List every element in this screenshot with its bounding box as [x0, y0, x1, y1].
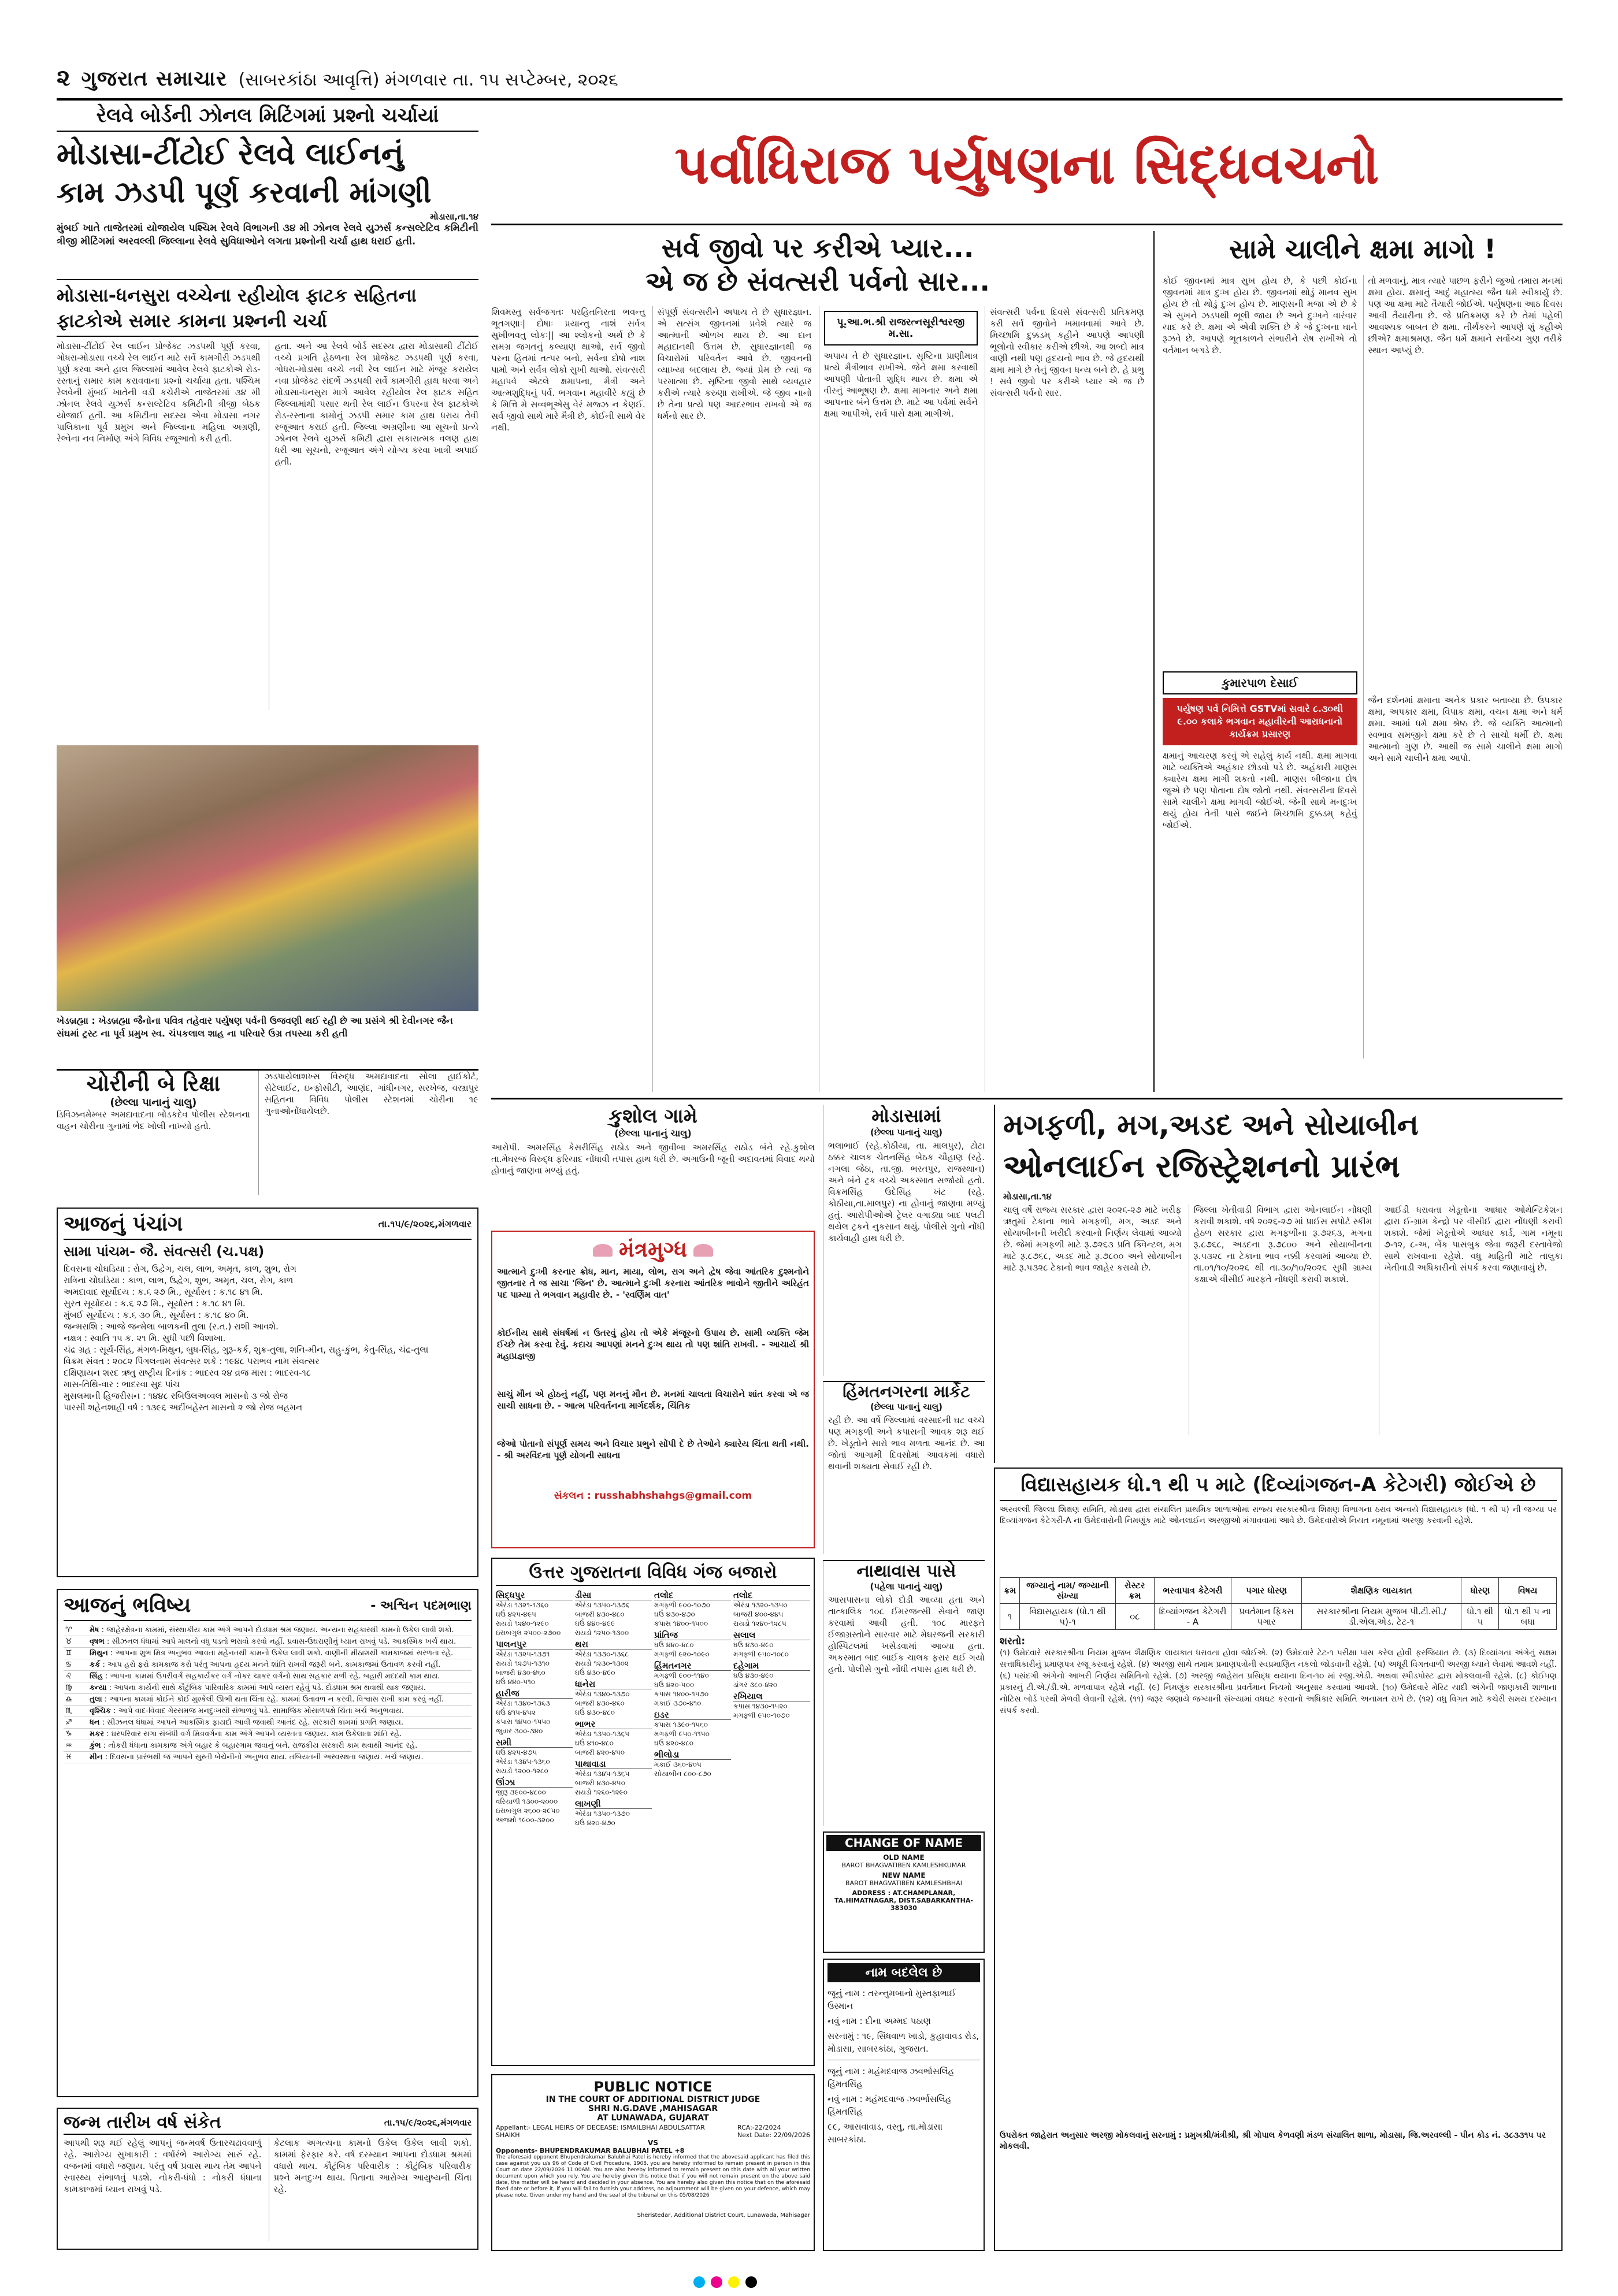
bazar-rate: ડાંગર ૩૮૦-૪૨૦ — [733, 1681, 778, 1689]
panchang-line: દક્ષિણાયન શરદ ઋતુ રાષ્ટ્રીય દિનાંક : ભાદરવ ૨૪ વ્રજ માસ : ભાદરવ-૧૮ — [64, 1368, 311, 1378]
bazar-city: હારીજ — [496, 1689, 573, 1699]
notice-body: The aforesaid opponent Bhupendrakumar Balubhai Patel is hereby informed that the abovesaid applicant has filed this case against you u/s 96 of Code of Civil Procedure, 1908. you are hereby informed to remain present in person in this Court on date 22/09/2026 11:00AM. You are also hereby informed to remain present on this date with all your written document upon which you rely. You are hereby given this notice that if you will not remain present on the above said date, the matter will be heard and decided in your absence. You are hereby also given this notice that on the aforesaid fixed date or before it, if you will fail to furnish your address, no adjournment will be given on your defence, which may please note. Given under my hand and the seal of the tribunal on this 05/08/2026 — [496, 2154, 810, 2198]
modasa-headline: મોડાસામાં — [871, 1105, 941, 1127]
panchang-line: મુસલમાની હિજરીસન : ૧૪૪૮ રબિઉલઅવ્વલ માસનો ૩ જો રોજ — [64, 1391, 288, 1401]
sign-text: આપના કાર્યની સાથે કૌટુંબિક પારિવારિક કામમાં આપે વ્યસ્ત રહેવું પડે. દોડધામ શ્રમ થવાથી થાક જણાય. — [114, 1684, 426, 1692]
theft-col-2: ઝડપાયેલાશખ્સ વિરુદ્ધ અમદાવાદના સોલા હાઈકોર્ટ, સેટેલાઈટ, ઇન્ફોસીટી, આણંદ, ગાંધીનગર, સરખેજ, વસ્ત્રાપુર સહિતના વિવિધ પોલીસ સ્ટેશનમાં ચોરીના ૧૯ ગુનાઓનોંધાયેલછે. — [258, 1071, 478, 1195]
bazar-rate: મગફળી ૯૦૦-૧૦૭૦ — [654, 1601, 710, 1609]
notice-court-3: AT LUNAWADA, GUJARAT — [597, 2113, 709, 2123]
zodiac-icon: ♈ — [64, 1625, 88, 1636]
vidya-th: વિષય — [1499, 1578, 1557, 1604]
sarva-headline-2: એ જ છે સંવત્સરી પર્વનો સાર... — [645, 266, 990, 297]
groundnut-dateline: મોડાસા,તા.૧૪ — [1003, 1191, 1052, 1202]
zodiac-icon: ♒ — [64, 1740, 88, 1752]
bazar-rate: મગફળી ૯૦૦-૧૧૪૦ — [654, 1671, 709, 1680]
vidya-title: વિદ્યાસહાયક ધો.૧ થી ૫ માટે (દિવ્યાંગજન-A કેટેગરી) જોઈએ છે — [1000, 1473, 1557, 1501]
bazar-rate: એરંડા ૧૩૨૦-૧૩૫૦ — [733, 1601, 788, 1609]
bazar-city: સિદ્ધપુર — [496, 1591, 573, 1600]
panchang-line: ચંદ્ર ગ્રહ : સૂર્ય-સિંહ, મંગળ-મિથુન, બુધ-સિંહ, ગુરૂ-કર્ક, શુક્ર-તુલા, શનિ-મીન, રાહુ-કુંભ, કેતુ-સિંહ, ચંદ્ર-તુલા — [64, 1344, 429, 1355]
panchang-line: સુરત સૂર્યોદય : ક.૬ ૨૭ મિ., સૂર્યાસ્ત : ક.૧૮ ૪૧ મિ. — [64, 1298, 246, 1309]
rail-col-1: મોડાસા-ટીંટોઈ રેલ લાઈન પ્રોજેક્ટ ઝડપથી પૂર્ણ કરવા, ગોધરા-મોડાસા વચ્ચે રેલ લાઈન માટે સર્વે કામગીરી ઝડપથી પૂર્ણ કરવા અને હાલ જિલ્લામાં આવેલ રેલવે ફાટકોએ રોડ-રસ્તાનું સમાર કામ કરાવવાના પ્રશ્નો ચર્ચાયા હતા. પશ્ચિમ રેલવેની મુંબઈ ખાતેની વડી કચેરીએ તાજેતરમાં ૩૪ મી ઝોનલ રેલવે યુઝર્સ કન્સલ્ટેટિવ કમિટીની ત્રીજી બેઠક યોજાઈ હતી. આ કમિટીના સદસ્ય એવા મોડાસા નગર પાલિકાના પૂર્વ પ્રમુખ અને જિલ્લાના મહિલા અગ્રણી, રેલ્વેના નવ નિર્માણ અંગે વિવિધ રજૂઆતો કરી હતી. — [57, 341, 261, 444]
panchang-line: રાત્રિના ચોઘડિયા : કાળ, લાભ, ઉદ્વેગ, શુભ, અમૃત, ચલ, રોગ, કાળ — [64, 1275, 294, 1286]
vidya-td: ધો.૧ થી ૫ — [1461, 1604, 1499, 1630]
bazar-rate: બાજરી ૪૩૦-૪૬૦ — [496, 1669, 545, 1677]
mantra-contact: સંકલન : russhabhshahgs@gmail.com — [554, 1490, 752, 1502]
vidya-intro: અરવલ્લી જિલ્લા શિક્ષણ સમિતિ, મોડાસા દ્વારા સંચાલિત પ્રાથમિક શાળાઓમાં રાજ્ય સરકારશ્રીના શિક્ષણ વિભાગના ઠરાવ અન્વયે વિદ્યાસહાયક (ધો. ૧ થી ૫) ની જગ્યા પર દિવ્યાંગજન કેટેગરી-A ના ઉમેદવારોની નિમણૂંક માટે ઓનલાઈન અરજીઓ મંગાવવામાં આવે છે. ઉમેદવારોએ નિયત નમૂનામાં અરજી કરવાની રહેશે. — [1000, 1505, 1557, 1525]
panchang-line: વિક્રમ સંવત : ૨૦૮૨ પિંગલનામ સંવત્સર શકે : ૧૯૪૮ પરાભવ નામ સંવત્સર — [64, 1356, 320, 1366]
vidya-terms-title: શરતો: — [1000, 1636, 1026, 1647]
bazar-rate: ઘઉં ૪૨૦-૫૦૦ — [654, 1681, 695, 1689]
notice-court-1: IN THE COURT OF ADDITIONAL DISTRICT JUDGE — [545, 2095, 760, 2104]
bazar-rate: રાયડો ૧૨૬૦-૧૨૯૦ — [575, 1788, 628, 1796]
sarva-author: પૂ.આ.ભ.શ્રી રાજરત્નસૂરીશ્વરજી મ.સા. — [824, 311, 978, 345]
theft-headline: ચોરીની બે રિક્ષા — [86, 1071, 221, 1096]
color-registration-marks — [693, 2276, 925, 2290]
mantra-quote: આત્માને દુઃખી કરનાર ક્રોધ, માન, માયા, લોભ, રાગ અને દ્વેષ જેવા આંતરિક દુશ્મનોને જીતનાર તે જ સાચા 'જિન' છે. આત્માને દુઃખી કરનારા આંતરિક ભાવોને જીતીને અરિહંત પદ પામ્યા તે ભગવાન મહાવીર છે. - 'સ્વર્ણિમ વાત' — [497, 1266, 809, 1300]
sarva-col-3: અપાય તે છે સુધારજ્ઞાન. સૃષ્ટિના પ્રાણીમાત્ર પ્રત્યે મૈત્રીભાવ રાખીએ. જેને ક્ષમા કરવાથી આપણી પોતાની શુદ્ધિ થાય છે. ક્ષમા એ વીરનું આભૂષણ છે. ક્ષમા માગનાર અને ક્ષમા આપનાર બંને ઉત્તમ છે. માટે આ પર્વમાં સર્વને ક્ષમા આપીએ, સર્વ પાસે ક્ષમા માગીએ. — [823, 351, 978, 419]
kushol-text: આરોપી. અમરસિંહ કેસરીસિંહ રાઠોડ અને જીવીબા અમરસિંહ રાઠોડ બંને રહે.કુશોલ તા.મેઘરજ વિરુદ્ધ ફરિયાદ નોંધાવી તપાસ હાથ ધરી છે. અગાઉની જૂની અદાવતમાં વિવાદ થયો હોવાનું જાણવા મળ્યું હતું. — [491, 1142, 815, 1176]
vidya-th: જગ્યાનું નામ/ જગ્યાની સંખ્યા — [1020, 1578, 1116, 1604]
kushol-headline: કુશોલ ગામે — [608, 1105, 697, 1128]
lotus-icon — [693, 1244, 713, 1257]
masthead-rule — [57, 98, 1563, 101]
bazar-rate: કપાસ ૧૪૩૦-૧૫૨૦ — [733, 1702, 788, 1710]
notice-appellant: Appellant:- LEGAL HEIRS OF DECEASE: ISMAILBHAI ABDULSATTAR SHAIKH — [496, 2124, 705, 2139]
sign-name: તુલા — [90, 1695, 102, 1704]
bazar-rate: એરંડા ૧૩૨૫-૧૩૭૧ — [496, 1650, 550, 1658]
kshama-headline: સામે ચાલીને ક્ષમા માગો ! — [1229, 233, 1497, 265]
bazar-column — [496, 1588, 573, 1827]
birthday-col-2: કેટલાક અગત્યના કામનો ઉકેલ ઉકેલ લાવી શકો. કામમાં ફેરફાર કરે. વર્ષ દરમ્યાન આપના દોડધામ શ્રમમાં વધારો થાય. કૌટુંબિક પરિવારીક : કૌટુંબિક પરિવારીક પ્રશ્ને મનદુઃખ થાય. પિતાના આરોગ્ય આયુષ્યની ચિંતા રહે. — [269, 2137, 472, 2241]
bazar-rate: કપાસ ૧૪૫૦-૧૫૫૦ — [496, 1718, 551, 1726]
paryushan-photo — [57, 745, 478, 1011]
bazar-city: ભાભર — [575, 1719, 652, 1729]
zodiac-icon: ♑ — [64, 1729, 88, 1740]
vidya-th: શૈક્ષણિક લાયકાત — [1301, 1578, 1461, 1604]
birthday-col-1: આપથી શરૂ થઈ રહેલું આપનું જન્મવર્ષ ઉતારચઢાવવાળું રહે. આરોગ્ય સુખાકારી : વર્ષારંભે આરોગ્ય સારું રહે. વજનમાં વધારો જણાય. પરંતુ વર્ષ પ્રવાસ થાય તેમ આપને સ્વાસ્થ્ય સંભાળવું પડશે. નોકરી-ધંધો : નોકરી ધંધાના કામકાજમાં ધ્યાન રાખવું પડે. — [64, 2138, 262, 2194]
bazar-rate: ઇસબગુલ ૨૬૦૦-૨૯૫૦ — [496, 1807, 560, 1815]
bazar-rate: એરંડા ૧૩૪૫-૧૩૬૦ — [496, 1758, 550, 1766]
change-of-name — [823, 1831, 985, 1953]
photo-caption: ખેડબ્રહ્મા : ખેડબ્રહ્મા જૈનોના પવિત્ર તહેવાર પર્યુષણ પર્વની ઉજવણી થઈ રહી છે આ પ્રસંગે શ્રી દેવીનગર જૈન સંઘમાં ટ્રસ્ટ ના પૂર્વ પ્રમુખ સ્વ. ચંપકલાલ શાહ ના પરિવારે ઉગ્ર તપસ્યા કરી હતી — [57, 1015, 453, 1039]
bazar-city: પ્રાંતિજ — [654, 1630, 731, 1640]
bazar-column — [654, 1588, 731, 1827]
rail-dateline: મોડાસા,તા.૧૪ — [430, 211, 478, 222]
bazar-rate: ઘઉં ૪૪૦-૪૮૦ — [654, 1641, 694, 1649]
rail-headline-2: કામ ઝડપી પૂર્ણ કરવાની માંગણી — [57, 176, 432, 209]
naam-entry: ૯૯, આસવાવાડ, વસ્તુ, તા.મોડાસા સાબરકાંઠા. — [827, 2122, 943, 2145]
nathavas-cont: (પહેલા પાનાનું ચાલુ) — [870, 1581, 943, 1592]
bazar-rate: મકાઈ ૩૬૦-૪૦૫ — [654, 1760, 702, 1769]
horoscope-author: - અશ્વિન પદમભાણ — [370, 1598, 472, 1613]
sarva-col-2: સંપૂર્ણ સંવત્સરીને અપાય તે છે સુધારજ્ઞાન. એ સત્સંગ જીવનમાં પ્રવેશે ત્યારે જ આત્માની ઓળખ થાય છે. આ દાન મહાદાનથી ઉત્તમ છે. સુધારજ્ઞાનથી જ વિચારોમાં પરિવર્તન આવે છે. જીવનની વ્યાખ્યા બદલાય છે. જ્યાં પ્રેમ છે ત્યાં જ પરમાત્મા છે. સૃષ્ટિના જીવો સાથે વ્યવહાર કરીએ ત્યારે કરુણા રાખીએ. જે જીવ નાનો છે તેના પ્રત્યે પણ આદરભાવ રાખવો એ જ ધર્મનો સાર છે. — [652, 306, 812, 1092]
mantra-quote: સાચું મૌન એ હોઠનું નહીં, પણ મનનું મૌન છે. મનમાં ચાલતા વિચારોને શાંત કરવા એ જ સાચી સાધના છે. - આત્મ પરિવર્તનના માર્ગદર્શક, ચિંતિક — [497, 1389, 809, 1411]
bazar-rate: ઘઉં ૪૩૦-૪૯૦ — [733, 1641, 774, 1649]
panchang-line: પારસી શહેનશાહી વર્ષ : ૧૩૯૬ અર્દીબહેસ્ત માસનો ૨ જો રોજ બહમન — [64, 1402, 303, 1413]
horoscope-box — [57, 1589, 478, 2097]
bazar-rate: ઘઉં ૪૧૫-૪૫૨ — [496, 1708, 536, 1717]
sign-name: મિથુન — [90, 1649, 108, 1658]
banner-title: પર્વાધિરાજ પર્યુષણના સિદ્ધવચનો — [674, 133, 1379, 196]
panchang-lines — [64, 1263, 472, 1413]
sign-text: આપના કામમાં કોઈને કોઈ મુશ્કેલી ઊભી થતા ચિંતા રહે. કામમાં ઉતાવળ ન કરવી. વિશ્વાસ રાખી કામ કરવું નહીં. — [109, 1695, 444, 1704]
bazar-rate: એરંડા ૧૩૪૦-૧૩૭૦ — [575, 1690, 630, 1698]
vidya-td: પ્રવર્તમાન ફિક્સ પગાર — [1231, 1604, 1302, 1630]
naam-entry: જૂનું નામ : મહંમદવાજ ઝવર્ભાસલિંહ હિંમતસિંહ — [827, 2066, 955, 2089]
panchang-line: દિવસના ચોઘડિયા : રોગ, ઉદ્વેગ, ચલ, લાભ, અમૃત, કાળ, શુભ, રોગ — [64, 1264, 297, 1274]
vidya-td: દિવ્યાંગજન કેટેગરી - A — [1154, 1604, 1231, 1630]
bazar-rate: એરંડા ૧૩૨૧-૧૩૬૦ — [496, 1601, 549, 1609]
panchang-line: અમદાવાદ સૂર્યોદય : ક.૬ ૨૭ મિ., સૂર્યાસ્ત : ક.૧૮ ૪૧ મિ. — [64, 1287, 263, 1297]
bazar-rate: ઘઉં ૪૩૦-૪૯૦ — [733, 1671, 774, 1680]
page-number: ૨ — [57, 65, 70, 91]
groundnut-col-2: જિલ્લા ખેતીવાડી વિભાગ દ્વારા ઓનલાઈન નોંધણી કરાવી શકાશે. વર્ષ ૨૦૨૬-૨૭ માં પ્રાઈસ સપોર્ટ સ્કીમ હેઠળ સરકાર દ્વારા મગફળીના રૂ.૭૨૬૩, મગના રૂ.૮૭૬૮, અડદના રૂ.૭૮૦૦ અને સોયાબીનના રૂ.૫૩૨૮ ના ટેકાના ભાવ નક્કી કરવામાં આવ્યા છે. તા.૦૧/૧૦/૨૦૨૬ થી તા.૩૦/૧૦/૨૦૨૬ સુધી ગ્રામ્ય કક્ષાએ વીસીઈ મારફતે નોંધણી કરાવી શકાશે. — [1189, 1204, 1372, 1435]
bazar-city: ઊંઝા — [496, 1778, 573, 1788]
kushol-story — [491, 1105, 815, 1226]
panchang-tithi: સામા પાંચમ- જૈ. સંવત્સરી (ચ.પક્ષ) — [64, 1243, 265, 1260]
bazar-city: હિંમતનગર — [654, 1661, 731, 1671]
zodiac-icon: ♎ — [64, 1694, 88, 1706]
horoscope-title: આજનું ભવિષ્ય — [64, 1593, 191, 1617]
new-name-label: NEW NAME — [882, 1871, 926, 1879]
edition-date: (સાબરકાંઠા આવૃત્તિ) મંગળવાર તા. ૧૫ સપ્ટેમ્બર, ૨૦૨૬ — [238, 70, 618, 90]
mantra-box — [491, 1231, 815, 1548]
vidya-td: ધો.૧ થી ૫ ના બધા — [1499, 1604, 1557, 1630]
zodiac-icon: ♍ — [64, 1682, 88, 1694]
notice-vs: VS — [648, 2139, 658, 2147]
vidya-td: સરકારશ્રીના નિયમ મુજબ પી.ટી.સી./ ડી.એલ.એડ. ટેટ-૧ — [1301, 1604, 1461, 1630]
sign-row: ♓ મીન : દિવસના પ્રારંભથી જ આપને સુસ્તી બેચેનીનો અનુભવ થાય. તબિયતની અસ્વસ્થતા જણાય. ખર્ચ જણાય. — [64, 1752, 472, 1763]
panchang-box — [57, 1208, 478, 1577]
bazar-rate: ઘઉં ૪૨૫-૪૭૫ — [496, 1748, 537, 1756]
notice-court-2: SHRI N.G.DAVE ,MAHISAGAR — [588, 2104, 718, 2113]
bazar-rate: એરંડા ૧૩૫૦-૧૩૭૬ — [575, 1601, 630, 1609]
bazar-rate: રાયડો ૧૨૫૦-૧૩૦૦ — [575, 1629, 629, 1637]
sign-name: વૃશ્ચિક — [90, 1707, 111, 1715]
vidya-th: રોસ્ટર ક્રમ — [1115, 1578, 1154, 1604]
sign-name: મકર — [90, 1730, 105, 1738]
bazar-title: ઉત્તર ગુજરાતના વિવિધ ગંજ બજારો — [496, 1562, 810, 1586]
himmatnagar-story — [823, 1381, 985, 1554]
rail-col-2: હતા. અને આ રેલવે બોર્ડ સદસ્ય દ્વારા મોડાસાથી ટીંટોઈ વચ્ચે પ્રગતિ હેઠળના રેલ પ્રોજેક્ટ ઝડપથી પૂર્ણ કરવા, ગોધરા-મોડાસા વચ્ચે નવી રેલ લાઈન માટે મંજૂર કરાયેલ નવા પ્રોજેક્ટ સંદર્ભે ઝડપથી સર્વે કામગીરી હાથ ધરવા અને મોડાસા-ધનસુરા માર્ગે આવેલ રહીયોલ રેલ ફાટક સહિત જિલ્લામાંથી પસાર થતી રેલ લાઈન ઉપરના રેલ ફાટકોએ રોડ-રસ્તાના કામોનું ઝડપી સમાર કામ હાથ ધરાય તેવી રજૂઆત કરાઈ હતી. જિલ્લા અગ્રણીના આ સૂચનો પ્રત્યે ઝોનલ રેલવે યુઝર્સ કમિટી દ્વારા સકારાત્મક વલણ હાથ ધરી આ સૂચનો, રજૂઆત અંગે યોગ્ય કરવા ખાત્રી અપાઈ હતી. — [269, 340, 479, 710]
horoscope-list — [64, 1625, 472, 1763]
naam-entry: નવું નામ : દીના અમ્મદ પઠાણ — [827, 2016, 931, 2026]
sign-text: આપ હરો ફરો કામકાજ કરો પરંતુ આપના હૃદય મનને શાંતિ રાખવી જરૂરી બને. કામકાજમાં ઉતાવળ કરવી નહીં. — [107, 1660, 441, 1669]
bazar-rate: સોયાબીન ૮૦૦-૮૭૦ — [654, 1770, 711, 1778]
rail-lead: મુંબઈ ખાતે તાજેતરમાં યોજાયેલ પશ્ચિમ રેલવે વિભાગની ૩૪ મી ઝોનલ રેલવે યુઝર્સ કન્સલ્ટેટિવ કમિટીની ત્રીજી મીટિંગમાં અરવલ્લી જિલ્લાના રેલવે સુવિધાઓને લગતા પ્રશ્નોની ચર્ચા હાથ ધરાઈ હતી. — [57, 222, 478, 247]
theft-story — [57, 1069, 478, 1202]
bazar-rate: મકાઈ ૩૭૦-૪૧૦ — [654, 1699, 702, 1707]
bazar-rate: મગફળી ૯૫૦-૧૧૫૦ — [654, 1730, 710, 1738]
notice-date: Next Date: 22/09/2026 — [737, 2131, 810, 2139]
modasa-cont: (છેલ્લા પાનાનું ચાલુ) — [870, 1127, 943, 1138]
notice-title: PUBLIC NOTICE — [593, 2079, 712, 2095]
bazar-city: ઇડર — [654, 1710, 731, 1720]
bazar-rate: અજમો ૧૯૦૦-૩૨૦૦ — [496, 1816, 554, 1824]
birthday-box — [57, 2108, 478, 2250]
sign-row: ♊ મિથુન : આપના શુભ મિત્ર અનુભવ આવતા મહેનતથી કામનો ઉકેલ લાવી શકો. વાણીની મીઠાશથી કામકાજમાં સરળતા રહે. — [64, 1648, 472, 1659]
change-title: CHANGE OF NAME — [826, 1835, 981, 1851]
panchang-title: આજનું પંચાંગ — [64, 1212, 183, 1236]
sign-name: મીન — [90, 1753, 103, 1762]
vidya-th: ભરવાપાત્ર કેટેગરી — [1154, 1578, 1231, 1604]
bazar-rate: બાજરી ૪૩૦-૪૮૦ — [575, 1610, 625, 1618]
vidya-td: ૧ — [1000, 1604, 1020, 1630]
section-rule — [491, 1098, 1563, 1099]
sign-row: ♎ તુલા : આપના કામમાં કોઈને કોઈ મુશ્કેલી ઊભી થતા ચિંતા રહે. કામમાં ઉતાવળ ન કરવી. વિશ્વાસ રાખી કામ કરવું નહીં. — [64, 1694, 472, 1706]
bazar-city: લાખણી — [575, 1799, 652, 1809]
bazar-city: ધાનેરા — [575, 1680, 652, 1689]
old-name-label: OLD NAME — [883, 1853, 925, 1862]
bazar-column — [733, 1588, 810, 1827]
himmatnagar-headline: હિંમતનગરના માર્કેટ — [843, 1382, 970, 1401]
rail-story — [57, 104, 478, 797]
bazar-column — [575, 1588, 652, 1827]
masthead — [57, 65, 895, 95]
kshama-col-2: તો મળવાનું. માત્ર ત્યારે પાછળ ફરીને જુઓ તમારા મનમાં ક્ષમા હોય. ક્ષમાનું આદું મહાત્મ્ય જૈન ધર્મ સ્વીકાર્યું છે. પણ આ ક્ષમા માટે તૈયારી જોઈએ. પર્યુષણના આઠ દિવસ આવી તૈયારીના છે. જે પ્રતિક્રમણ કરે છે તેમાં પહેલી આવશ્યક બાબત છે ક્ષમા. તીર્થંકરને આપણે શું કહીએ છીએ? ક્ષમાશ્રમણ. જૈન ધર્મે ક્ષમાને સર્વોચ્ચ ગુણ તરીકે સ્થાન આપ્યું છે. — [1368, 276, 1563, 355]
rail-kicker: રેલવે બોર્ડની ઝોનલ મિટિંગમાં પ્રશ્નો ચર્ચાયાં — [57, 104, 478, 132]
bazar-rate: એરંડા ૧૩૩૦-૧૩૬૮ — [575, 1650, 629, 1658]
bazar-rate: રાયડો ૧૨૦૦-૧૨૮૦ — [496, 1767, 548, 1775]
sign-row: ♍ કન્યા : આપના કાર્યની સાથે કૌટુંબિક પારિવારિક કામમાં આપે વ્યસ્ત રહેવું પડે. દોડધામ શ્રમ થવાથી થાક જણાય. — [64, 1682, 472, 1694]
rail-subhead: મોડાસા-ધનસુરા વચ્ચેના રહીયોલ ફાટક સહિતના ફાટકોએ સમાર કામના પ્રશ્નની ચર્ચા — [57, 279, 478, 337]
sign-text: આપના કામમાં ઉપરીવર્ગ સહકાર્યકર વર્ગ નોકર ચાકર વર્ગનો સાથ સહકાર મળી રહે. બહારી મદદથી કામ થાય. — [110, 1672, 440, 1681]
panchang-line: મુંબઈ સૂર્યોદય : ક.૬ ૩૦ મિ., સૂર્યાસ્ત : ક.૧૮ ૪૦ મિ. — [64, 1310, 249, 1320]
sign-name: વૃષભ — [90, 1637, 105, 1646]
bazar-rate: ઘઉં ૪૨૦-૪૮૦ — [654, 1739, 694, 1747]
bazar-rate: ઘઉં ૪૪૦-૪૯૯ — [575, 1619, 615, 1628]
naam-entry: જૂનું નામ : તરન્નુમબાનો મુસ્તફાભાઈ ઉસ્માન — [827, 1988, 956, 2011]
naam-entry: સરનામું : ૧૯, સિંધવાળ ખાડો, કુહાવાવડ રોડ, મોડાસા, સાબરકાંઠા, ગુજરાત. — [827, 2031, 979, 2054]
zodiac-icon: ♓ — [64, 1752, 88, 1763]
theft-col-1: ડિવિઝનમેમ્બર અમદાવાદના બોડકદેવ પોલીસ સ્ટેશનના વાહન ચોરીના ગુનામાં ભેદ ખોલી નાખ્યો હતો. — [57, 1109, 250, 1131]
sarva-col-1: શિવમસ્તુ સર્વજગતઃ પરહિતનિરતા ભવન્તુ ભૂતગણાઃ| દોષાઃ પ્રયાન્તુ નાશં સર્વત્ર સુખીભવતુ લોકઃ|| આ શ્લોકનો અર્થ છે કે સમગ્ર જગતનું કલ્યાણ થાઓ, સર્વ જીવો પરના હિતમાં તત્પર બનો, સર્વના દોષો નાશ પામો અને સર્વત્ર લોકો સુખી થાઓ. સંવત્સરી મહાપર્વ એટલે ક્ષમાપના, મૈત્રી અને આત્મશુદ્ધિનું પર્વ. ભગવાન મહાવીરે કહ્યું છે કે મિત્તિ મે સવ્વભૂએસુ વેરં મજ્ઝ ન કેણઈ. સર્વ જીવો સાથે મારે મૈત્રી છે, કોઈની સાથે વેર નથી. — [491, 307, 645, 433]
bazar-rate: ઘઉં ૪૪૦-૫૧૦ — [496, 1678, 536, 1686]
change-address: ADDRESS : AT.CHAMPLANAR, TA.HIMATNAGAR, DIST.SABARKANTHA-383030 — [834, 1889, 973, 1912]
birthday-date: તા.૧૫/૯/૨૦૨૬,મંગળવાર — [384, 2117, 472, 2128]
mantra-quote: કોઈનીય સાથે સંઘર્ષમાં ન ઉતરવું હોય તો એકે મંજૂરનો ઉપાય છે. સામી વ્યક્તિ જેમ ઈચ્છે તેમ કરવા દેવું. કદાચ આપણાં મનને દુઃખ થાય તો પણ શાંતિ રાખવી. - આચાર્ય શ્રી મહાપ્રજ્ઞજી — [497, 1328, 809, 1361]
zodiac-icon: ♐ — [64, 1717, 88, 1729]
lotus-icon — [593, 1244, 613, 1257]
bazar-rate: એરંડા ૧૩૫૦-૧૩૬૫ — [575, 1730, 629, 1738]
sign-row: ♈ મેષ : જાહેરક્ષેત્રના કામમાં, સંસ્થાકીય કામ અંગે આપને દોડધામ શ્રમ જણાય. અન્યના સહકારથી કામનો ઉકેલ લાવી શકો. — [64, 1625, 472, 1636]
vidya-td: ૦૮ — [1115, 1604, 1154, 1630]
notice-case-no: RCA:-22/2024 — [737, 2124, 781, 2131]
zodiac-icon: ♋ — [64, 1659, 88, 1671]
bazar-rate: કપાસ ૧૪૦૦-૧૫૦૦ — [654, 1619, 708, 1628]
public-notice — [491, 2074, 815, 2251]
notice-opponent: Opponents- BHUPENDRAKUMAR BALUBHAI PATEL +8 — [496, 2147, 685, 2154]
panchang-line: નક્ષત્ર : સ્વાતિ ૧૫ ક. ૨૧ મિ. સુધી પછી વિશાખા. — [64, 1333, 226, 1343]
vidya-td: વિદ્યાસહાયક (ધો.૧ થી ૫)-૧ — [1020, 1604, 1116, 1630]
theft-cont: (છેલ્લા પાનાનું ચાલુ) — [110, 1097, 197, 1109]
bazar-city: પાથાવાડા — [575, 1759, 652, 1769]
bazar-rate: બાજરી ૪૦૦-૪૪૫ — [733, 1610, 784, 1618]
groundnut-story — [994, 1105, 1563, 1463]
kushol-cont: (છેલ્લા પાનાનું ચાલુ) — [614, 1128, 692, 1139]
sign-text: આપના શુભ મિત્ર અનુભવ આવતા મહેનતથી કામનો ઉકેલ લાવી શકો. વાણીની મીઠાશથી કામકાજમાં સરળતા રહે. — [115, 1649, 454, 1658]
bazar-city: થરા — [575, 1640, 652, 1649]
mantra-quote: જેઓ પોતાનો સંપૂર્ણ સમય અને વિચાર પ્રભુને સોંપી દે છે તેઓને ક્યારેય ચિંતા થતી નથી. - શ્રી અરવિંદના પૂર્ણ યોગની સાધના — [497, 1439, 809, 1461]
bazar-rate: રાયડો ૧૨૭૫-૧૩૧૦ — [496, 1659, 550, 1667]
mantra-title: મંત્રમુગ્ધ — [618, 1236, 688, 1262]
sign-name: ધન — [90, 1718, 100, 1727]
zodiac-icon: ♊ — [64, 1648, 88, 1659]
groundnut-col-3: આઈડી ધરાવતા ખેડૂતોના આધાર ઓથેન્ટિકેશન દ્વારા ઈ-ગ્રામ કેન્દ્રો પર વીસીઈ દ્વારા નોંધણી કરાવી શકાશે. જેમાં ખેડૂતોએ આધાર કાર્ડ, ગામ નમૂના ૭-૧૨, ૮-અ, બેંક પાસબુક જેવા જરૂરી દસ્તાવેજો સાથે રાખવાના રહેશે. વધુ માહિતી માટે તાલુકા ખેતીવાડી અધિકારીનો સંપર્ક કરવા જણાવાયું છે. — [1379, 1204, 1563, 1435]
panchang-line: જન્મરાશિ : આજે જન્મેલા બાળકની તુલા (ર.ત.) રાશી આવશે. — [64, 1321, 279, 1332]
naam-badlav — [823, 1959, 985, 2251]
bazar-rate: ઘઉં ૪૩૦-૪૯૦ — [575, 1669, 615, 1677]
himmatnagar-cont: (છેલ્લા પાનાનું ચાલુ) — [870, 1402, 943, 1412]
sign-row: ♐ ધન : સીઝનલ ધંધામાં આપને આકસ્મિક ફાયદો આવી જવાથી આનંદ રહે. સરકારી કામમાં પ્રગતિ જણાય. — [64, 1717, 472, 1729]
sign-name: કર્ક — [90, 1660, 101, 1669]
zodiac-icon: ♉ — [64, 1636, 88, 1648]
vidya-footer: ઉપરોક્ત જાહેરાત અનુસાર અરજી મોકલવાનું સરનામું : પ્રમુખશ્રી/મંત્રીશ્રી, શ્રી ગોપાલ કેળવણી મંડળ સંચાલિત શાળા, મોડાસા, જિ.અરવલ્લી - પીન કોડ નં. ૩૮૩૩૧૫ પર મોકલવી. — [1000, 2131, 1546, 2151]
sign-text: આપે વાદ-વિવાદ ગેરસમજ મનદુઃખથી સંભાળવું પડે. સામાજિક મોસાળપક્ષે ચિંતા ખર્ચ અનુભવાય. — [118, 1707, 404, 1715]
bazar-rate: કપાસ ૧૩૯૦-૧૫૬૦ — [654, 1721, 708, 1729]
groundnut-col-1: ચાલુ વર્ષે રાજ્ય સરકાર દ્વારા ૨૦૨૬-૨૭ માટે ખરીફ ઋતુમાં ટેકાના ભાવે મગફળી, મગ, અડદ અને સોયાબીનની ખરીદી કરવાનો નિર્ણય લેવામાં આવ્યો છે. જેમાં મગફળી માટે રૂ.૭૨૬૩ પ્રતિ ક્વિન્ટલ, મગ માટે રૂ.૮૭૬૮, અડદ માટે રૂ.૭૮૦૦ અને સોયાબીન માટે રૂ.૫૩૨૮ ટેકાનો ભાવ જાહેર કરાયો છે. — [1003, 1205, 1182, 1273]
vidya-row — [1000, 1604, 1557, 1630]
vidya-th: પગાર ધોરણ — [1231, 1578, 1302, 1604]
sign-text: જાહેરક્ષેત્રના કામમાં, સંસ્થાકીય કામ અંગે આપને દોડધામ શ્રમ જણાય. અન્યના સહકારથી કામનો ઉકેલ લાવી શકો. — [106, 1626, 454, 1634]
naam-title: નામ બદલેલ છે — [827, 1963, 980, 1982]
vidya-terms: (૧) ઉમેદવારે સરકારશ્રીના નિયમ મુજબ શૈક્ષણિક લાયકાત ધરાવતા હોવા જોઈએ. (૨) ઉમેદવારે ટેટ-૧ પરીક્ષા પાસ કરેલ હોવી ફરજિયાત છે. (૩) દિવ્યાંગતા અંગેનું સક્ષમ સત્તાધિકારીનું પ્રમાણપત્ર રજૂ કરવાનું રહેશે. (૪) અરજી સાથે તમામ પ્રમાણપત્રોની સ્વપ્રમાણિત નકલો જોડવાની રહેશે. (૫) અધૂરી વિગતવાળી અરજી ધ્યાને લેવામાં આવશે નહીં. (૬) પસંદગી અંગેનો આખરી નિર્ણય સમિતિનો રહેશે. (૭) અરજી જાહેરાત પ્રસિદ્ધ થયાના દિન-૧૦ માં રજી.એડી. અથવા સ્પીડપોસ્ટ દ્વારા મોકલવાની રહેશે. (૮) કોઈપણ પ્રકારનું ટી.એ./ડી.એ. મળવાપાત્ર રહેશે નહીં. (૯) નિમણૂંક સરકારશ્રીના પ્રવર્તમાન નિયમો અનુસાર કરવામાં આવશે. (૧૦) ઉમેદવારે મેરિટ યાદી અંગેની જાણકારી શાળાના નોટિસ બોર્ડ પરથી મેળવી લેવાની રહેશે. (૧૧) જરૂર જણાયે જગ્યાની સંખ્યામાં વધઘટ કરવાનો અધિકાર સમિતિ અનામત રાખે છે. (૧૨) વધુ વિગત માટે કચેરી સમય દરમ્યાન સંપર્ક કરવો. — [1000, 1648, 1557, 1715]
bazar-city: તલોદ — [733, 1591, 810, 1600]
bazar-rate: ઘઉં ૪૩૦-૪૭૦ — [654, 1610, 695, 1618]
sign-name: સિંહ — [90, 1672, 103, 1681]
vidya-th: ધોરણ — [1461, 1578, 1499, 1604]
bazar-rate: રાયડો ૧૨૪૦-૧૨૯૦ — [496, 1619, 549, 1628]
bazar-city: પાલનપુર — [496, 1640, 573, 1649]
panchang-date: તા.૧૫/૯/૨૦૨૬,મંગળવાર — [378, 1218, 472, 1229]
notice-signer: Sheristedar, Additional District Court, Lunawada, Mahisagar — [637, 2212, 810, 2219]
sign-text: ઘરપરિવાર સગા સંબંધી વર્ગ મિત્રવર્ગના કામ અંગે આપને વ્યસ્તતા જણાય. કામ ઉકેલાતા શાંતિ રહે. — [111, 1730, 402, 1738]
sign-name: કુંભ — [90, 1741, 101, 1750]
zodiac-icon: ♌ — [64, 1671, 88, 1682]
bazar-rate: મગફળી ૯૫૦-૧૦૭૦ — [733, 1711, 790, 1719]
gstv-notice: પર્યુષણ પર્વ નિમિત્તે GSTVમાં સવારે ૮.૩૦થી ૯.૦૦ કલાકે ભગવાન મહાવીરની આરાધનાનો કાર્યક્રમ પ્રસારણ — [1163, 698, 1357, 745]
bazar-rate: બાજરી ૪૨૦-૪૫૦ — [575, 1748, 625, 1756]
banner — [491, 110, 1563, 225]
bazar-rate: બાજરી ૪૩૦-૪૬૦ — [575, 1699, 625, 1707]
nathavas-story — [823, 1560, 985, 1826]
new-name: BAROT BHAGVATIBEN KAMLESHBHAI — [845, 1879, 962, 1887]
bazar-rate: રાયડો ૧૨૪૦-૧૨૮૫ — [733, 1619, 786, 1628]
sign-text: સીઝનલ ધંધામાં આપે માલનો વધુ પડતો ભરાવો કરવો નહીં. પ્રવાસ-ઉઘરાણીનું ધ્યાન રાખવું પડે. આકસ્મિક ખર્ચ થાય. — [112, 1637, 457, 1646]
bazar-rate: જુવાર ૩૦૦-૩૪૦ — [496, 1727, 543, 1735]
sign-text: સીઝનલ ધંધામાં આપને આકસ્મિક ફાયદો આવી જવાથી આનંદ રહે. સરકારી કામમાં પ્રગતિ જણાય. — [107, 1718, 404, 1727]
bazar-rate: એરંડા ૧૩૫૦-૧૩૭૦ — [575, 1810, 630, 1818]
kshama-col-3: ક્ષમાનું આચરણ કરવું એ સહેલું કાર્ય નથી. ક્ષમા માગવા માટે વ્યક્તિએ અહંકાર છોડવો પડે છે. અહંકારી માણસ ક્યારેય ક્ષમા માગી શકતો નથી. માણસ બીજાના દોષ જુએ છે પણ પોતાના દોષ જોતો નથી. સંવત્સરીના દિવસે સામે ચાલીને ક્ષમા માગવી જોઈએ. જેની સાથે મનદુઃખ થયું હોય તેની પાસે જઈને મિચ્છામિ દુક્કડમ્ કહેવું જોઈએ. — [1163, 751, 1357, 830]
zodiac-icon: ♏ — [64, 1706, 88, 1717]
sign-name: કન્યા — [90, 1684, 107, 1692]
sign-row: ♑ મકર : ઘરપરિવાર સગા સંબંધી વર્ગ મિત્રવર્ગના કામ અંગે આપને વ્યસ્તતા જણાય. કામ ઉકેલાતા શાંતિ રહે. — [64, 1729, 472, 1740]
bazar-rate: બાજરી ૪૩૦-૪૫૦ — [575, 1779, 625, 1787]
bazar-city: રખિયાલ — [733, 1692, 810, 1701]
bazar-grid — [496, 1588, 810, 1827]
bazar-rate: કપાસ ૧૪૦૦-૧૫૭૦ — [654, 1690, 709, 1698]
kshama-author: કુમારપાળ દેસાઈ — [1163, 671, 1357, 694]
sarva-headline-1: સર્વ જીવો પર કરીએ પ્યાર... — [661, 232, 974, 263]
bazar-rate: એરંડા ૧૩૪૫-૧૩૬૫ — [575, 1770, 630, 1778]
sign-text: દિવસના પ્રારંભથી જ આપને સુસ્તી બેચેનીનો અનુભવ થાય. તબિયતની અસ્વસ્થતા જણાય. ખર્ચ જણાય. — [110, 1753, 424, 1762]
sign-row: ♋ કર્ક : આપ હરો ફરો કામકાજ કરો પરંતુ આપના હૃદય મનને શાંતિ રાખવી જરૂરી બને. કામકાજમાં ઉતાવળ કરવી નહીં. — [64, 1659, 472, 1671]
vidyasahayak-ad — [994, 1467, 1563, 2251]
sarva-col-4: સંવત્સરી પર્વના દિવસે સંવત્સરી પ્રતિક્રમણ કરી સર્વ જીવોને ખમાવવામાં આવે છે. મિચ્છામિ દુક્કડમ્ કહીને આપણે આપણી ભૂલોનો સ્વીકાર કરીએ છીએ. આ શબ્દો માત્ર વાણી નથી પણ હૃદયનો ભાવ છે. જે હૃદયથી ક્ષમા માગે છે તેનું જીવન ધન્ય બને છે. હે પ્રભુ ! સર્વ જીવો પર કરીએ પ્યાર એ જ છે સંવત્સરી પર્વનો સાર. — [985, 306, 1144, 1092]
bazar-rate: મગફળી ૯૨૦-૧૦૯૦ — [654, 1650, 710, 1658]
groundnut-headline-1: મગફળી, મગ,અડદ અને સોયાબીન — [1003, 1108, 1419, 1142]
bazar-city: સમી — [496, 1738, 573, 1748]
birthday-title: જન્મ તારીખ વર્ષ સંકેત — [64, 2112, 221, 2132]
kshama-col-4: જૈન દર્શનમાં ક્ષમાના અનેક પ્રકાર બતાવ્યા છે. ઉપકાર ક્ષમા, અપકાર ક્ષમા, વિપાક ક્ષમા, વચન ક્ષમા અને ધર્મ ક્ષમા. આમાં ધર્મ ક્ષમા શ્રેષ્ઠ છે. જે વ્યક્તિ આત્માનો સ્વભાવ સમજીને ક્ષમા કરે છે તે સાચો ધર્મી છે. ક્ષમા આત્માનો ગુણ છે. આથી જ સામે ચાલીને ક્ષમા માગો અને સામે ચાલીને ક્ષમા આપો. — [1368, 695, 1563, 763]
nathavas-text: આસપાસના લોકો દોડી આવ્યા હતા અને તાત્કાલિક ૧૦૮ ઈમરજન્સી સેવાને જાણ કરવામાં આવી હતી. ૧૦૮ મારફતે ઈજાગ્રસ્તોને સારવાર માટે મેઘરજની સરકારી હોસ્પિટલમાં ખસેડવામાં આવ્યા હતા. અકસ્માત બાદ બાઈક ચાલક ફરાર થઈ ગયો હતો. પોલીસે ગુનો નોંધી તપાસ હાથ ધરી છે. — [828, 1595, 985, 1674]
nathavas-headline: નાથાવાસ પાસે — [856, 1561, 956, 1581]
bazar-rate: ઘઉં ૪૧૦-૪૮૦ — [575, 1739, 614, 1747]
bazar-rate: જીરૂ ૩૯૦૦-૪૮૦૦ — [496, 1788, 546, 1796]
bazar-rate: વરિયાળી ૧૩૦૦-૨૦૦૦ — [496, 1797, 558, 1805]
vidya-th: ક્રમ — [1000, 1578, 1020, 1604]
vidya-table — [1000, 1577, 1557, 1630]
paper-name: ગુજરાત સમાચાર — [81, 67, 228, 91]
sign-row: ♏ વૃશ્ચિક : આપે વાદ-વિવાદ ગેરસમજ મનદુઃખથી સંભાળવું પડે. સામાજિક મોસાળપક્ષે ચિંતા ખર્ચ અનુભવાય. — [64, 1706, 472, 1717]
sign-name: મેષ — [90, 1626, 99, 1634]
modasa-text: ભલાભાઈ (રહે.કોઠીયા, તા. માલપુર), ટોટા ઠક્કર ચાલક ચેતનસિંહ બેઠક ચૌહાણ (રહે. નગલા જેઠા, તા.જી. ભરતપુર, રાજસ્થાન) અને બંને ટ્રક વચ્ચે અકસ્માત સર્જાયો હતો. વિક્રમસિંહ ઉદેસિંહ ખંટ (રહે. કોઠીયા,તા.માલપુર) ના હોવાનું જાણવા મળ્યું હતું. આરોપીઓએ ટ્રેલર વગાડ્યા બાદ પલટી થયેલ ટ્રકને નુકસાન થયું. પોલીસે ગુનો નોંધી કાર્યવાહી હાથ ધરી છે. — [828, 1140, 985, 1243]
groundnut-headline-2: ઓનલાઈન રજિસ્ટ્રેશનનો પ્રારંભ — [1003, 1148, 1400, 1184]
old-name: BAROT BHAGVATIBEN KAMLESHKUMAR — [841, 1862, 966, 1869]
kshama-article — [1153, 231, 1563, 1092]
bazar-rate: ઘઉં ૪૨૦-૪૭૦ — [575, 1819, 615, 1827]
bazar-rate: ઇસબગુલ ૨૫૦૦-૨૭૦૦ — [496, 1629, 561, 1637]
sign-row: ♌ સિંહ : આપના કામમાં ઉપરીવર્ગ સહકાર્યકર વર્ગ નોકર ચાકર વર્ગનો સાથ સહકાર મળી રહે. બહારી મદદથી કામ થાય. — [64, 1671, 472, 1682]
bazar-city: સલાલ — [733, 1630, 810, 1640]
bazar-rate: ઘઉં ૪૨૫-૪૯૫ — [496, 1610, 536, 1618]
naam-entry: નવું નામ : મહંમદવાજ ઝવર્ભાસલિંહ હિંમતસિંહ — [827, 2094, 952, 2117]
bazar-city: તલોદ — [654, 1591, 731, 1600]
sign-row: ♉ વૃષભ : સીઝનલ ધંધામાં આપે માલનો વધુ પડતો ભરાવો કરવો નહીં. પ્રવાસ-ઉઘરાણીનું ધ્યાન રાખવું પડે. આકસ્મિક ખર્ચ થાય. — [64, 1636, 472, 1648]
bazar-city: ડીસા — [575, 1591, 652, 1600]
bazar-rate: મગફળી ૯૫૦-૧૦૮૦ — [733, 1650, 789, 1658]
himmatnagar-text: રહી છે. આ વર્ષે જિલ્લામાં વરસાદની ઘટ વચ્ચે પણ મગફળી અને કપાસની આવક શરૂ થઈ છે. ખેડૂતોને સારો ભાવ મળતા આનંદ છે. આ જોતાં આગામી દિવસોમાં આવકમાં વધારો થવાની શક્યતા સેવાઈ રહી છે. — [828, 1415, 985, 1472]
bazar-rate: રાયડો ૧૨૩૦-૧૩૦૨ — [575, 1659, 629, 1667]
modasa-story — [823, 1105, 985, 1376]
bazar-rate: ઘઉં ૪૩૦-૪૮૦ — [575, 1708, 615, 1717]
bazar-box — [491, 1558, 815, 2066]
bazar-rate: એરંડા ૧૩૪૦-૧૩૬૩ — [496, 1699, 550, 1707]
kshama-col-1: કોઈ જીવનમાં માત્ર સુખ હોય છે, કે પછી કોઈના જીવનમાં માત્ર દુઃખ હોય છે. જીવનમાં થોડું માનવ સુખ હોય છે તો થોડું દુઃખ હોય છે. માણસની મજા એ છે કે એ સુખને ઝડપથી ભૂલી જાય છે અને દુઃખને વારંવાર યાદ કરે છે. ક્ષમા એ એવી શક્તિ છે કે જે દુઃખના ઘાને રૂઝવે છે. આપણે ભૂતકાળને સંભારીને રોષ રાખીએ તો વર્તમાન બગડે છે. — [1163, 276, 1357, 355]
bazar-city: દહેગામ — [733, 1661, 810, 1671]
sign-row: ♒ કુંભ : નોકરી ધંધાના કામકાજ અંગે બહાર કે બહારગામ જવાનું બને. રાજકીય સરકારી કામ થવાથી આનંદ રહે. — [64, 1740, 472, 1752]
sarva-jivo-article — [491, 231, 1144, 1092]
sign-text: નોકરી ધંધાના કામકાજ અંગે બહાર કે બહારગામ જવાનું બને. રાજકીય સરકારી કામ થવાથી આનંદ રહે. — [108, 1741, 418, 1750]
rail-headline-1: મોડાસા-ટીંટોઈ રેલવે લાઈનનું — [57, 137, 404, 172]
bazar-city: ભીલોડા — [654, 1750, 731, 1760]
panchang-line: માસ-તિથિ-વાર : ભાદરવા સુદ પાંચ — [64, 1379, 180, 1390]
